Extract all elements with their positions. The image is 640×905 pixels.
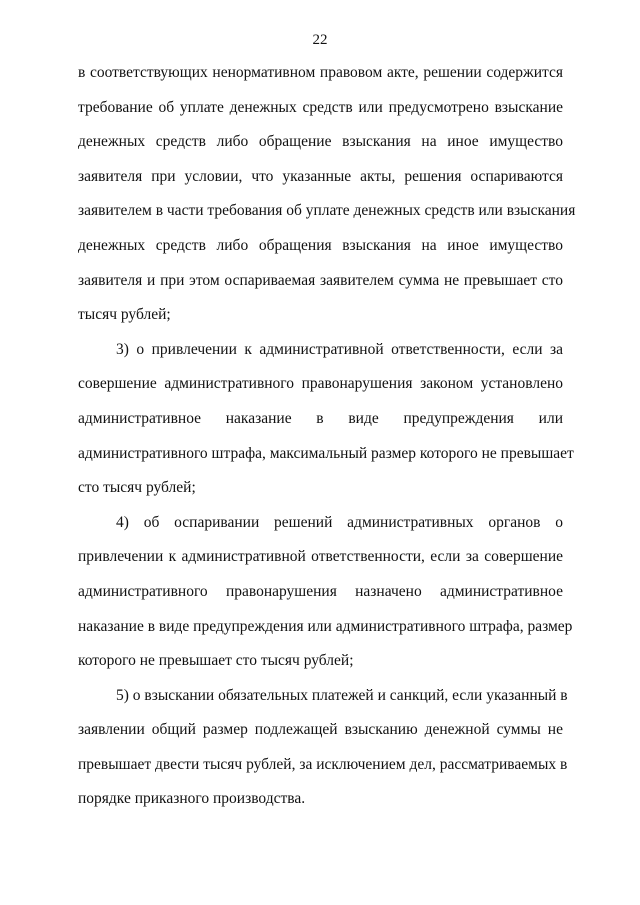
text-line: административного штрафа, максимальный размер которого не превышает (78, 444, 574, 462)
text-line: заявлении общий размер подлежащей взысканию денежной суммы не (78, 721, 563, 739)
text-line: привлечении к административной ответственности, если за совершение (78, 548, 563, 566)
list-item-3 (78, 339, 574, 512)
text-line: порядке приказного производства. (78, 790, 306, 808)
text-line: которого не превышает сто тысяч рублей; (78, 652, 354, 670)
text-line: в соответствующих ненормативном правовом акте, решении содержится (78, 64, 563, 81)
text-line: совершение административного правонарушения законом установлено (78, 375, 563, 393)
list-item-5 (78, 685, 568, 823)
text-line: 5) о взыскании обязательных платежей и санкций, если указанный в (116, 686, 568, 704)
text-line: требование об уплате денежных средств или предусмотрено взыскание (78, 98, 563, 116)
page-number: 22 (312, 32, 328, 48)
document-body (78, 62, 576, 823)
text-line: административного правонарушения назначено административное (78, 582, 563, 600)
text-line: тысяч рублей; (78, 306, 171, 324)
text-line: наказание в виде предупреждения или административного штрафа, размер (78, 617, 573, 635)
text-line: денежных средств либо обращения взыскания на иное имущество (78, 236, 563, 254)
text-line: сто тысяч рублей; (78, 479, 196, 497)
list-item-4 (78, 512, 573, 685)
text-line: превышает двести тысяч рублей, за исключением дел, рассматриваемых в (78, 755, 568, 773)
text-line: денежных средств либо обращение взыскания на иное имущество (78, 133, 563, 151)
text-line: 4) об оспаривании решений административных органов о (116, 513, 563, 531)
text-line: заявителя и при этом оспариваемая заявителем сумма не превышает сто (78, 271, 563, 289)
paragraph-continuation (78, 62, 576, 339)
text-line: административное наказание в виде предупреждения или (78, 409, 563, 427)
text-line: 3) о привлечении к административной ответственности, если за (116, 340, 563, 358)
text-line: заявителем в части требования об уплате денежных средств или взыскания (78, 202, 576, 220)
text-line: заявителя при условии, что указанные акты, решения оспариваются (78, 167, 563, 185)
